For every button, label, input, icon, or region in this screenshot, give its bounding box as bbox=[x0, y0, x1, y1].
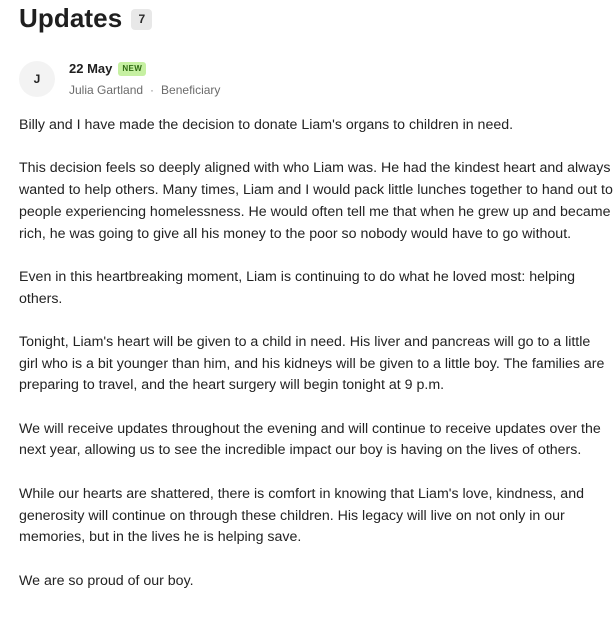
update-body bbox=[19, 115, 613, 614]
update-paragraph: Even in this heartbreaking moment, Liam is continuing to do what he loved most: helping others. bbox=[19, 268, 575, 307]
updates-count-badge: 7 bbox=[131, 9, 152, 30]
update-paragraph: We are so proud of our boy. bbox=[19, 572, 194, 589]
update-author-line bbox=[69, 83, 220, 97]
new-badge: NEW bbox=[118, 62, 146, 76]
updates-header bbox=[19, 0, 152, 36]
author-name: Julia Gartland bbox=[69, 83, 144, 97]
update-date: 22 May bbox=[69, 61, 113, 76]
update-paragraph: We will receive updates throughout the evening and will continue to receive updates over the next year, allowing us to see the incredible impact our boy is having on the lives of others. bbox=[19, 420, 601, 459]
update-meta-text bbox=[69, 60, 220, 97]
page-title: Updates bbox=[19, 3, 123, 33]
separator-dot: · bbox=[150, 83, 155, 97]
author-role: Beneficiary bbox=[161, 83, 221, 97]
update-paragraph: While our hearts are shattered, there is comfort in knowing that Liam's love, kindness, and generosity will continue on through these children. His legacy will live on not only in our memories, but in the lives he is helping save. bbox=[19, 485, 584, 546]
avatar: J bbox=[19, 61, 55, 97]
update-meta bbox=[19, 60, 220, 97]
update-paragraph: This decision feels so deeply aligned with who Liam was. He had the kindest heart and always wanted to help others. Many times, Liam and I would pack little lunches together to hand out to people experiencing homelessness. He would often tell me that when he grew up and became rich, he was going to give all his money to the poor so nobody would have to go without. bbox=[19, 160, 613, 242]
update-paragraph: Billy and I have made the decision to donate Liam's organs to children in need. bbox=[19, 117, 514, 133]
update-paragraph: Tonight, Liam's heart will be given to a child in need. His liver and pancreas will go to a little girl who is a bit younger than him, and his kidneys will be given to a little boy. The families are preparing to travel, and the heart surgery will begin tonight at 9 p.m. bbox=[19, 333, 605, 394]
update-date-line bbox=[69, 60, 220, 77]
